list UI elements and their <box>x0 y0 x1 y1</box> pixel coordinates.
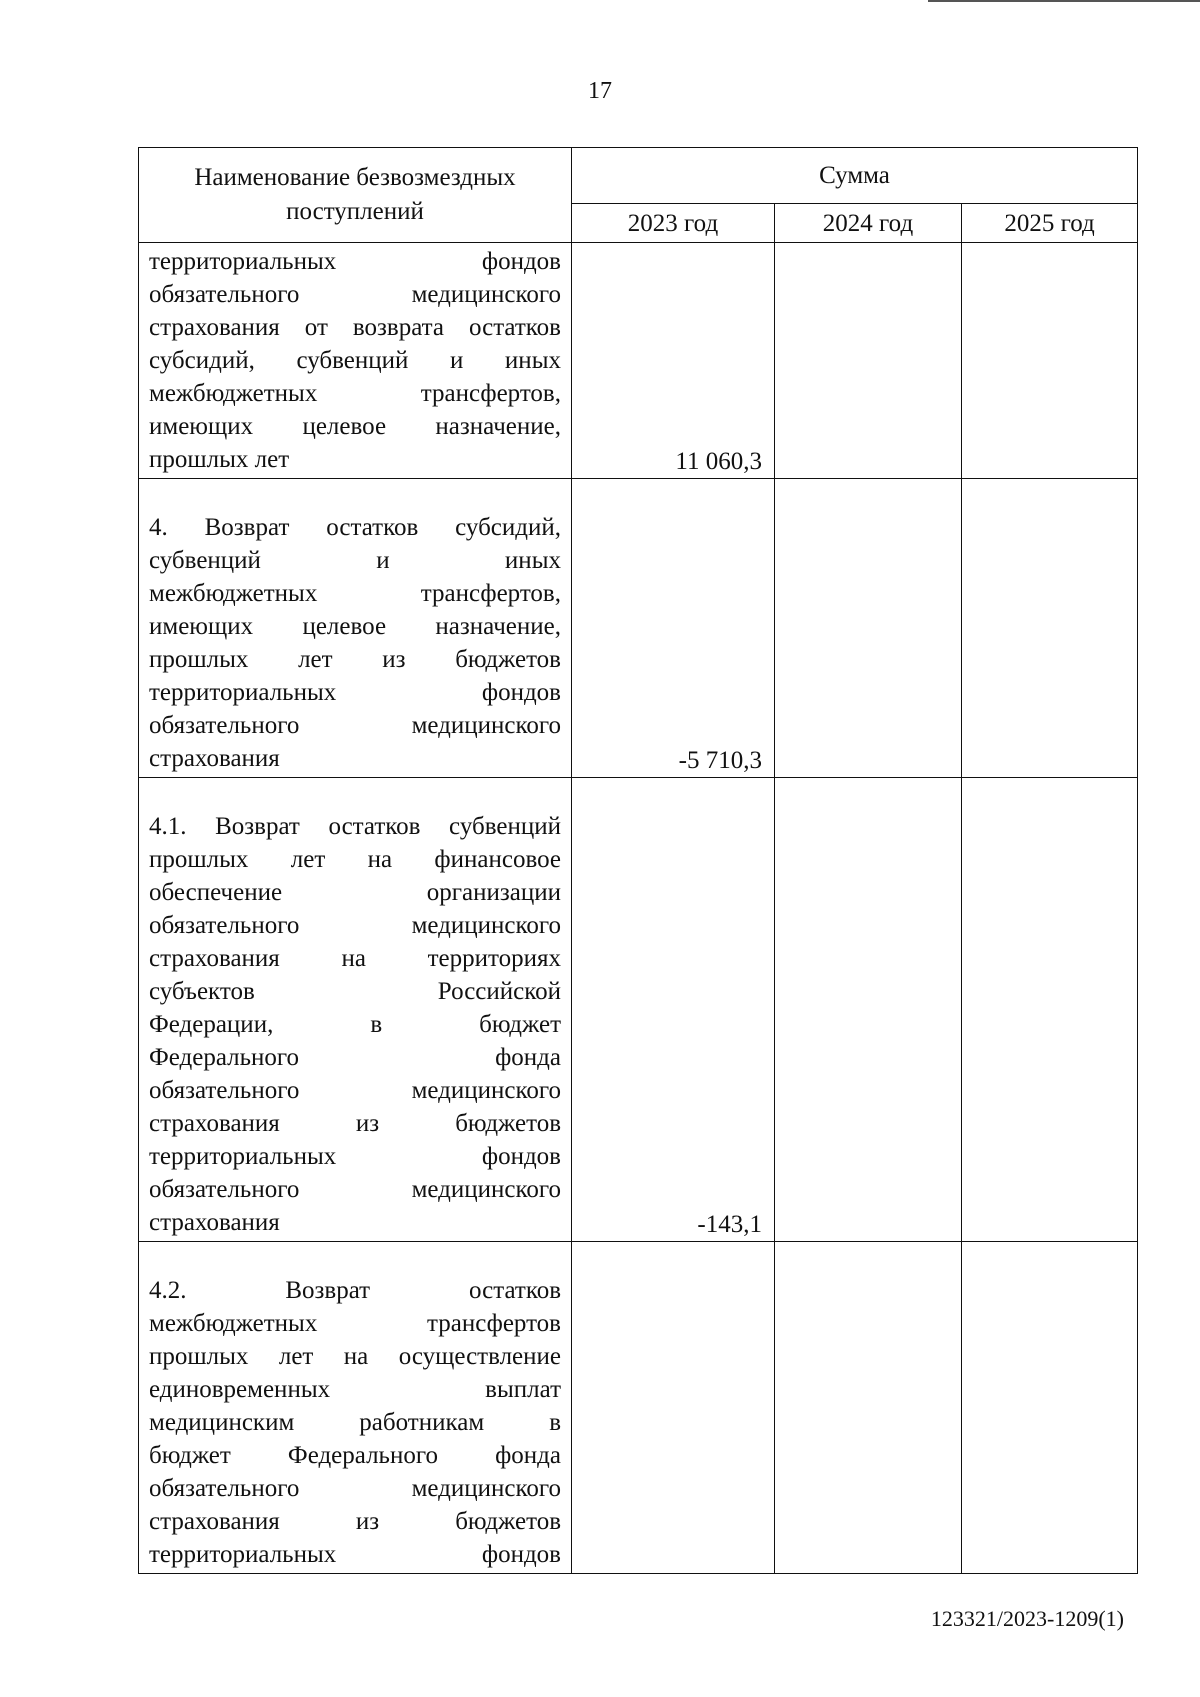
row-name-line: прошлых лет из бюджетов <box>149 646 561 673</box>
table-row <box>139 479 1138 778</box>
value-2024 <box>775 1242 962 1574</box>
value-2024 <box>775 243 962 479</box>
row-name-line: межбюджетных трансфертов <box>149 1310 561 1337</box>
value-2023 <box>572 1242 775 1574</box>
row-name-line: 4. Возврат остатков субсидий, <box>149 514 561 541</box>
row-name <box>139 243 572 479</box>
row-name-line: имеющих целевое назначение, <box>149 613 561 640</box>
row-name-line: обязательного медицинского <box>149 1077 561 1104</box>
header-sum: Сумма <box>572 148 1138 204</box>
row-name-line: обязательного медицинского <box>149 281 561 308</box>
row-name-line: страхования <box>149 745 280 772</box>
row-name-line: Федерации, в бюджет <box>149 1011 561 1038</box>
row-name-line: территориальных фондов <box>149 679 561 706</box>
row-name-line: обеспечение организации <box>149 879 561 906</box>
row-name-line: субсидий, субвенций и иных <box>149 347 561 374</box>
row-name-line: страхования из бюджетов <box>149 1508 561 1535</box>
row-name-line: межбюджетных трансфертов, <box>149 380 561 407</box>
row-name-line: обязательного медицинского <box>149 1176 561 1203</box>
value-2025 <box>962 243 1138 479</box>
table-row <box>139 1242 1138 1574</box>
row-name <box>139 778 572 1242</box>
row-name-line: прошлых лет на финансовое <box>149 846 561 873</box>
value-2024 <box>775 778 962 1242</box>
value-2025 <box>962 1242 1138 1574</box>
table-row <box>139 243 1138 479</box>
row-name-line: межбюджетных трансфертов, <box>149 580 561 607</box>
header-year-2024: 2024 год <box>775 204 962 243</box>
row-name-line: страхования <box>149 1209 280 1236</box>
row-name-line: прошлых лет <box>149 446 290 473</box>
row-name-line: имеющих целевое назначение, <box>149 413 561 440</box>
row-name-line: единовременных выплат <box>149 1376 561 1403</box>
header-name-column: Наименование безвозмездных поступлений <box>139 148 572 243</box>
top-edge-rule <box>928 0 1200 2</box>
row-name-line: страхования от возврата остатков <box>149 314 561 341</box>
document-code: 123321/2023-1209(1) <box>930 1606 1124 1631</box>
value-2024 <box>775 479 962 778</box>
row-name <box>139 1242 572 1574</box>
row-name-line: бюджет Федерального фонда <box>149 1442 561 1469</box>
row-name-line: территориальных фондов <box>149 1143 561 1170</box>
page-number: 17 <box>588 78 612 104</box>
row-name-line: Федерального фонда <box>149 1044 561 1071</box>
table-row <box>139 778 1138 1242</box>
row-name-line: субъектов Российской <box>149 978 561 1005</box>
value-2025 <box>962 479 1138 778</box>
header-year-2023: 2023 год <box>572 204 775 243</box>
revenue-table <box>138 147 1138 1574</box>
row-name-line: 4.1. Возврат остатков субвенций <box>149 813 561 840</box>
value-2025 <box>962 778 1138 1242</box>
row-name-line: прошлых лет на осуществление <box>149 1343 561 1370</box>
value-2023: -143,1 <box>572 778 775 1242</box>
row-name-line: обязательного медицинского <box>149 712 561 739</box>
row-name-line: 4.2. Возврат остатков <box>149 1277 561 1304</box>
row-name-line: территориальных фондов <box>149 248 561 275</box>
row-name <box>139 479 572 778</box>
row-name-line: медицинским работникам в <box>149 1409 561 1436</box>
row-name-line: страхования из бюджетов <box>149 1110 561 1137</box>
value-2023: -5 710,3 <box>572 479 775 778</box>
row-name-line: субвенций и иных <box>149 547 561 574</box>
row-name-line: обязательного медицинского <box>149 1475 561 1502</box>
table-header-row <box>139 148 1138 204</box>
header-year-2025: 2025 год <box>962 204 1138 243</box>
row-name-line: страхования на территориях <box>149 945 561 972</box>
row-name-line: территориальных фондов <box>149 1541 561 1568</box>
row-name-line: обязательного медицинского <box>149 912 561 939</box>
value-2023: 11 060,3 <box>572 243 775 479</box>
